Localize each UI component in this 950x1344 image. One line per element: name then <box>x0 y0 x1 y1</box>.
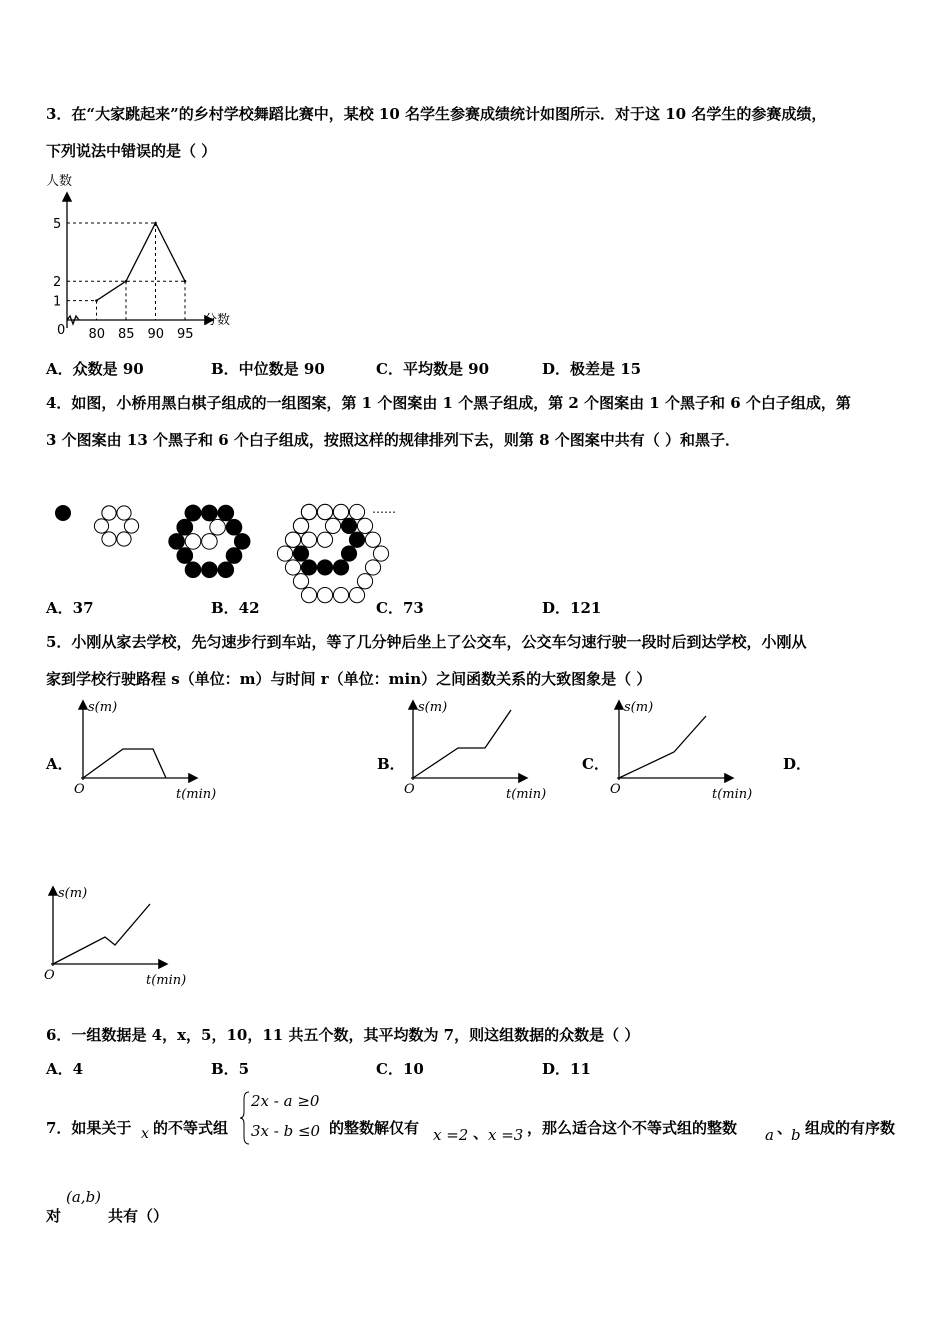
chess-piece <box>301 588 316 603</box>
chart-xtick-label: 80 <box>88 327 106 342</box>
graph-curve <box>619 716 706 778</box>
chess-piece <box>185 534 201 550</box>
pattern-figure-2 <box>84 488 134 538</box>
chess-piece <box>102 532 116 546</box>
chess-piece <box>333 588 348 603</box>
q5-stem-line2: 家到学校行驶路程 s（单位：m）与时间 r（单位：min）之间函数关系的大致图象是（ ） <box>46 670 652 688</box>
chart-xtick-label: 95 <box>177 327 194 342</box>
q4-option-d[interactable]: D．121 <box>542 599 602 617</box>
graph-origin-label: O <box>74 782 85 797</box>
chart-point <box>154 222 157 225</box>
chess-piece <box>365 560 380 575</box>
chess-piece <box>373 546 388 561</box>
q7-text4: ，那么适合这个不等式组的整数 <box>527 1119 738 1137</box>
pattern-figure-3 <box>150 475 236 551</box>
q4-option-a[interactable]: A．37 <box>46 599 94 617</box>
chess-piece <box>365 532 380 547</box>
chess-piece <box>202 534 218 550</box>
q5-stem-line1: 5．小刚从家去学校，先匀速步行到车站，等了几分钟后坐上了公交车，公交车匀速行驶一段时后到达学校，小刚从 <box>46 633 807 651</box>
q7-solution-1: x =2 <box>433 1126 469 1144</box>
chess-piece <box>341 546 356 561</box>
q5-graph-d[interactable] <box>40 882 200 992</box>
chess-piece <box>325 518 340 533</box>
q6-option-d[interactable]: D．11 <box>542 1060 591 1078</box>
q7-solution-2: x =3 <box>488 1126 524 1144</box>
q5-option-a[interactable]: A． <box>46 755 73 773</box>
chess-piece <box>285 560 300 575</box>
q7-line2-prefix: 对 <box>46 1207 62 1225</box>
chart-point <box>95 299 98 302</box>
q5-option-b[interactable]: B． <box>377 755 405 773</box>
graph-origin-label: O <box>44 968 55 983</box>
q7-inequality-2: 3x - b ≤0 <box>251 1122 321 1140</box>
graph-s-label: s(m) <box>418 700 448 715</box>
graph-s-label: s(m) <box>88 700 118 715</box>
q5-graph-c[interactable] <box>606 696 766 806</box>
chess-piece <box>218 505 234 521</box>
q6-option-c[interactable]: C．10 <box>376 1060 424 1078</box>
chart-xtick-label: 85 <box>118 327 135 342</box>
chess-piece <box>124 519 138 533</box>
q7-text3: 的整数解仅有 <box>329 1119 420 1137</box>
q7-separator: 、 <box>473 1124 489 1142</box>
graph-t-label: t(min) <box>176 787 217 802</box>
q5-graph-b[interactable] <box>400 696 560 806</box>
chess-piece <box>169 534 185 550</box>
q3-option-d[interactable]: D．极差是 15 <box>542 360 642 378</box>
chess-piece <box>177 519 193 535</box>
chess-piece <box>185 562 201 578</box>
chess-piece <box>293 574 308 589</box>
chess-piece <box>285 532 300 547</box>
graph-t-label: t(min) <box>712 787 753 802</box>
q5-option-d[interactable]: D． <box>783 755 812 773</box>
q5-option-c[interactable]: C． <box>582 755 609 773</box>
chess-piece <box>277 546 292 561</box>
q7-var-b: b <box>791 1126 801 1144</box>
graph-origin-label: O <box>404 782 415 797</box>
q7-prefix: 7．如果关于 <box>46 1119 132 1137</box>
chess-piece <box>333 560 348 575</box>
chess-piece <box>293 546 308 561</box>
chess-piece <box>94 519 108 533</box>
chess-piece <box>301 504 316 519</box>
chess-piece <box>301 532 316 547</box>
chart-ytick-label: 2 <box>53 275 62 291</box>
q4-stem-line2: 3 个图案由 13 个黑子和 6 个白子组成，按照这样的规律排列下去，则第 8 个图案中共有（ ）和黑子． <box>46 431 740 449</box>
chart-series-line <box>97 223 186 301</box>
chess-piece <box>341 518 356 533</box>
chart-point <box>184 280 187 283</box>
chess-piece <box>317 504 332 519</box>
chess-piece <box>301 560 316 575</box>
q7-line2-suffix: 共有（） <box>108 1207 169 1225</box>
chess-piece <box>349 588 364 603</box>
score-chart <box>40 168 250 346</box>
graph-curve <box>413 710 511 778</box>
graph-curve <box>53 904 150 964</box>
q4-stem-line1: 4．如图，小桥用黑白棋子组成的一组图案，第 1 个图案由 1 个黑子组成，第 2 个图案由 1 个黑子和 6 个白子组成，第 <box>46 394 851 412</box>
q3-option-a[interactable]: A．众数是 90 <box>46 360 144 378</box>
chess-piece <box>117 506 131 520</box>
chess-piece <box>357 574 372 589</box>
q7-system-brace <box>240 1090 250 1146</box>
q7-inequality-1: 2x - a ≥0 <box>251 1092 320 1110</box>
chess-piece <box>234 534 250 550</box>
graph-t-label: t(min) <box>146 973 187 988</box>
q3-stem-line1: 3．在“大家跳起来”的乡村学校舞蹈比赛中，某校 10 名学生参赛成绩统计如图所示．对于这 10 名学生的参赛成绩， <box>46 105 827 123</box>
q7-var-x: x <box>141 1126 149 1142</box>
chess-piece <box>349 532 364 547</box>
chess-piece <box>218 562 234 578</box>
chart-point <box>125 280 128 283</box>
chess-piece <box>102 506 116 520</box>
chess-piece <box>210 519 226 535</box>
q6-option-a[interactable]: A．4 <box>46 1060 84 1078</box>
chart-ytick-label: 5 <box>53 217 62 232</box>
q3-option-b[interactable]: B．中位数是 90 <box>211 360 325 378</box>
chart-ylabel: 人数 <box>46 174 73 189</box>
pattern-figure-4 <box>250 460 368 564</box>
chart-ytick-label: 1 <box>53 294 62 310</box>
q3-stem-line2: 下列说法中错误的是（ ） <box>46 142 217 160</box>
graph-s-label: s(m) <box>624 700 654 715</box>
q4-option-b[interactable]: B．42 <box>211 599 260 617</box>
chess-piece <box>185 505 201 521</box>
graph-curve <box>83 749 166 778</box>
graph-s-label: s(m) <box>58 886 88 901</box>
graph-origin-label: O <box>610 782 621 797</box>
chess-piece <box>349 504 364 519</box>
q7-text5: 组成的有序数 <box>805 1119 896 1137</box>
chart-origin: 0 <box>57 323 66 338</box>
pattern-figure-1 <box>50 500 76 526</box>
q4-option-c[interactable]: C．73 <box>376 599 424 617</box>
q5-graph-a[interactable] <box>70 696 230 806</box>
chess-piece <box>333 504 348 519</box>
chess-piece <box>317 532 332 547</box>
chess-piece <box>177 548 193 564</box>
q7-var-a: a <box>765 1126 774 1144</box>
chart-xtick-label: 90 <box>147 327 165 342</box>
q7-comma: 、 <box>777 1119 793 1137</box>
q6-stem: 6．一组数据是 4，x，5，10，11 共五个数，其平均数为 7，则这组数据的众数是（ ） <box>46 1026 640 1044</box>
graph-t-label: t(min) <box>506 787 547 802</box>
pattern-ellipsis: …… <box>372 502 396 516</box>
chess-piece <box>357 518 372 533</box>
chess-piece <box>117 532 131 546</box>
chess-piece <box>317 588 332 603</box>
chess-piece <box>226 519 242 535</box>
chess-piece <box>317 560 332 575</box>
q6-option-b[interactable]: B．5 <box>211 1060 250 1078</box>
q7-text2: 的不等式组 <box>153 1119 229 1137</box>
chess-piece <box>293 518 308 533</box>
chess-piece <box>226 548 242 564</box>
q7-ordered-pair: (a,b) <box>66 1188 102 1206</box>
q3-option-c[interactable]: C．平均数是 90 <box>376 360 490 378</box>
chess-piece <box>202 562 218 578</box>
chess-piece <box>202 505 218 521</box>
chart-xlabel: 分数 <box>204 313 231 328</box>
